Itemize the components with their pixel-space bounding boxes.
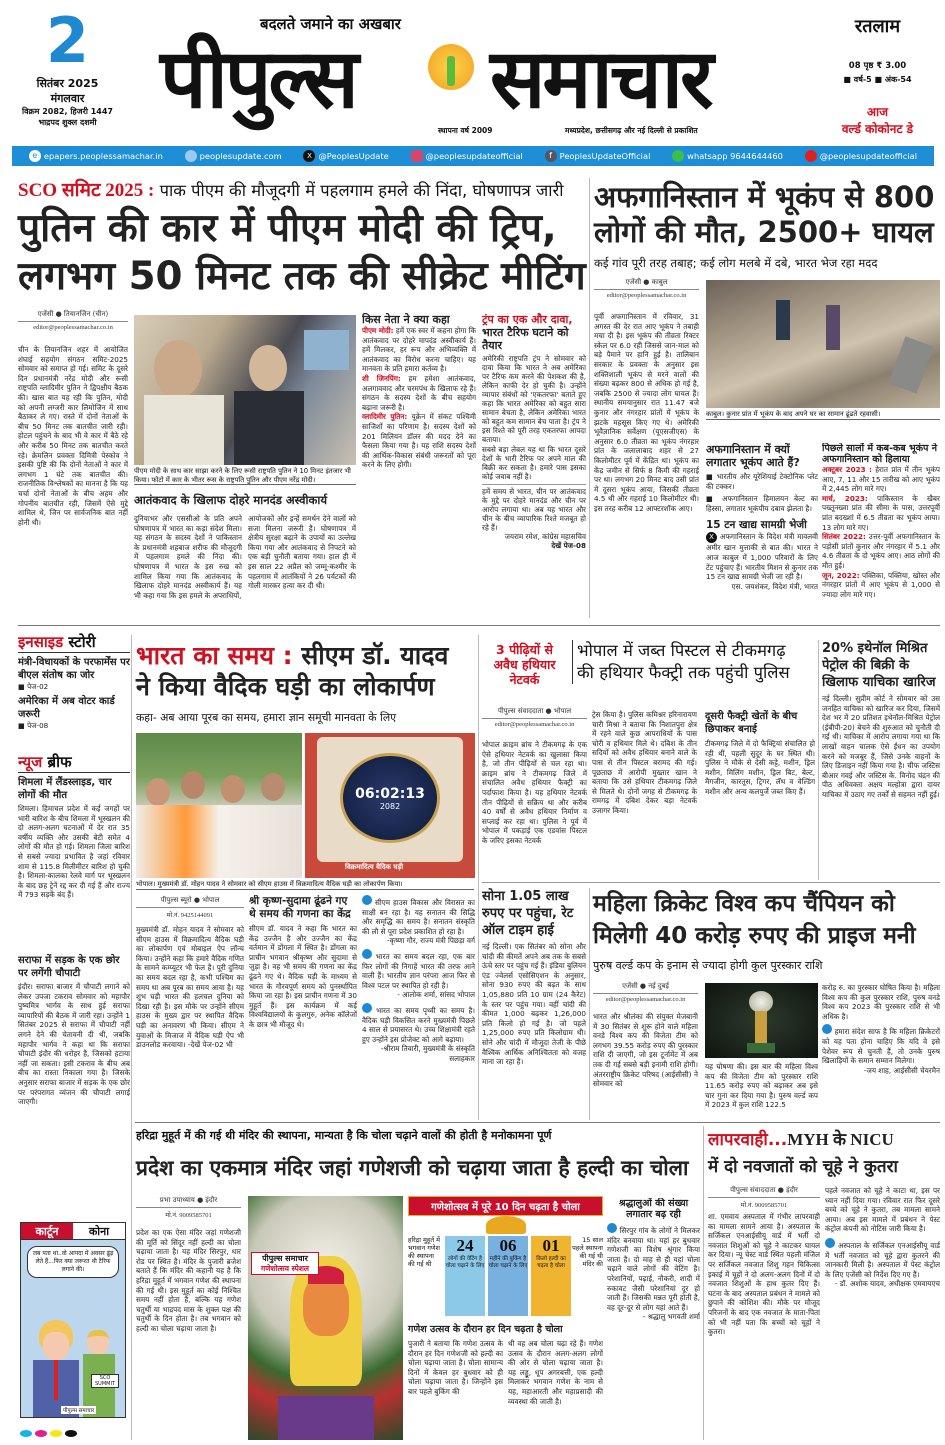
byline: एजेंसी ● काबुल bbox=[594, 278, 699, 290]
quote-text: सिरपुर गांव के लोगों ने मिलकर मंदिर बनवाया था। यहां हर बुधवार गणेशजी का विशेष श्रृंगार किया जाता है। दो माह से ही यहां चोला चढ़ाने वाले लोगों की वेटिंग है। परेशानियों, पढ़ाई, नौकरी, शादी में रुकावट जैसी परेशानियां दूर हो जाती हैं। जिसकी मन्नत पूरी होती है, वह दूर-दूर से लोग यहां आते हैं। bbox=[607, 1226, 700, 1312]
petrol-headline: 20% इथेनॉल मिश्रित पेट्रोल की बिक्री के खिलाफ याचिका खारिज bbox=[822, 641, 936, 690]
inside-title-text: स्टोरी bbox=[68, 633, 96, 651]
social-link[interactable] bbox=[411, 150, 523, 162]
leader-name: शी जिनपिंग: bbox=[362, 373, 401, 383]
badge-label: गणेशोत्सव स्पेशल bbox=[260, 1264, 310, 1273]
cartoon-sign: SCO SUMMIT bbox=[91, 1374, 119, 1388]
temple-subheading: गणेश उत्सव के दौरान हर दिन चढ़ता है चोला bbox=[408, 1324, 563, 1335]
x-icon: X bbox=[706, 532, 717, 543]
date-day: 2 bbox=[45, 4, 90, 77]
inside-item-page: ■ पेज-08 bbox=[18, 720, 49, 730]
kicker-text: पाक पीएम की मौजूदगी में पहलगाम हमले की निंदा, घोषणापत्र जारी bbox=[159, 181, 564, 200]
cartoon-title bbox=[20, 1222, 126, 1240]
temple-body-col2: पुजारी ने बताया कि गणेश उत्सव के दौरान हर दिन गणेशजी को हल्दी का चोला चढ़ाया जाता है। चोला सामान्य दिनों में केवल हर बुधवार को ही चोला चढ़ाया जाता है। जिन्होंने इस बार पहले बुकिंग की bbox=[408, 1339, 503, 1396]
vedic-byline-block bbox=[136, 896, 244, 919]
stat-card bbox=[531, 1236, 571, 1316]
bhopal-tag: 3 पीढ़ियों से अवैध हथियार नेटवर्क bbox=[493, 642, 556, 687]
myh-byline-block bbox=[708, 1186, 820, 1209]
byline: पीपुल्स संवाददाता ● इंदौर bbox=[708, 1186, 820, 1198]
quote bbox=[362, 895, 475, 936]
stat-number: 24 bbox=[456, 1236, 474, 1255]
trump-title-red: ट्रंप का एक और दावा, bbox=[482, 313, 573, 326]
quote-icon bbox=[362, 949, 372, 959]
byline: एजेंसी ● तियानजिन (चीन) bbox=[18, 310, 128, 322]
social-link[interactable] bbox=[185, 150, 282, 162]
stat-card bbox=[445, 1236, 485, 1316]
inside-item-page: ■ पेज-02 bbox=[18, 682, 49, 691]
stat-label: महीने की बुकिंग है चोला चढ़ाने के लिए bbox=[488, 1256, 528, 1269]
headline-line: महिला क्रिकेट विश्व कप चैंपियन को bbox=[593, 891, 895, 917]
inside-item[interactable] bbox=[18, 656, 130, 692]
history-item bbox=[822, 465, 940, 494]
quote-text: हमारा संदेश साफ है कि महिला क्रिकेटरों को यह पता होना चाहिए कि यदि वे इसे पेशेवर रूप से चुनती हैं, तो उनके पुरुष खिलाड़ियों के समान सम्मान मिलेगा। bbox=[822, 1027, 940, 1066]
social-bar bbox=[12, 146, 934, 166]
whatsapp-icon bbox=[672, 150, 684, 162]
history-text: पक्तिका, पक्तिया, खोस्त और नंगरहार प्रांतों में आए भूकंप से 1,000 से ज्यादा लोग मारे गए। bbox=[822, 570, 940, 599]
why-title: अफगानिस्तान में क्यों लगातार भूकंप आते हैं? bbox=[706, 443, 800, 469]
publication-regions: मध्यप्रदेश, छत्तीसगढ़ और नई दिल्ली से प्रकाशित bbox=[565, 126, 698, 135]
headline-line bbox=[136, 640, 474, 671]
afghan-body: पूर्वी अफगानिस्तान में रविवार, 31 अगस्त की देर रात आए भूकंप ने तबाही मचा दी है। इस भूकंप की तीव्रता रिक्टर स्केल पर 6.0 रही जिससे जान-माल को बड़े पैमाने पर हानि हुई है। तालिबान सरकार के प्रवक्ता के अनुसार इस शक्तिशाली भूकंप से मरने वालों की संख्या बढ़कर 800 से अधिक हो गई है, जबकि 2500 से ज्यादा लोग घायल हैं। स्थानीय समयानुसार रात 11.47 बजे कुनार और नंगरहार प्रांतों में भूकंप के झटके महसूस किए गए थे। अमेरिकी भूवैज्ञानिक सर्वेक्षण (यूएसजीएस) के अनुसार 6.0 तीव्रता का भूकंप नंगरहार प्रांत के जलालाबाद शहर से 27 किलोमीटर पूर्व में केंद्रित था। भूकंप का केंद्र जमीन से सिर्फ 8 किमी की गहराई पर था। लगभग 20 मिनट बाद उसी प्रांत में दूसरा भूकंप आया, जिसकी तीव्रता 4.5 थी और गहराई 10 किलोमीटर थी। इस तरह करीब 12 आफ्टरशॉक आए। bbox=[594, 312, 699, 513]
news-brief bbox=[18, 752, 130, 1214]
quote bbox=[362, 949, 475, 990]
petrol-story bbox=[822, 640, 940, 880]
vedic-col2 bbox=[249, 895, 357, 1118]
web-icon bbox=[185, 150, 197, 162]
cricket-col3 bbox=[822, 983, 940, 1118]
myh-body-col2: पहले नवजात को चूहे ने काटा था, इस पर ध्यान नहीं दिया गया। रविवार रात फिर दूसरे बच्चे को चूहे ने कुतरा, तब मामला सामने आया। अब इस मामले में प्रबंधन ने पेस्ट कंट्रोल कंपनी को नोटिस जारी किया है। bbox=[825, 1186, 940, 1234]
headline-line: लोगों की मौत, 2500+ घायल bbox=[594, 215, 934, 249]
clock-time: 06:02:13 bbox=[355, 786, 425, 802]
kicker-label: भारत का समय : bbox=[136, 641, 293, 670]
cartoon-credit: पीपुल्स समाचार bbox=[63, 1408, 95, 1414]
weekday: मंगलवार bbox=[50, 92, 85, 105]
headline-line: ने किया वैदिक घड़ी का लोकार्पण bbox=[136, 672, 435, 701]
temple-kicker: हरिद्रा मुहूर्त में की गई थी मंदिर की स्थापना, मान्यता है कि चोला चढ़ाने वालों की होती है मनोकामना पूर्ण bbox=[136, 1129, 552, 1142]
phone: मो.नं. 9009585701 bbox=[165, 1212, 212, 1219]
social-label: epapers.peoplessamachar.in bbox=[43, 151, 163, 161]
trump-title bbox=[482, 313, 586, 352]
quote-icon bbox=[822, 1024, 832, 1034]
bhopal-byline-block bbox=[482, 707, 587, 728]
aid-text-block bbox=[706, 532, 818, 581]
bhopal-headline bbox=[572, 640, 815, 684]
temple-byline-block bbox=[136, 1196, 241, 1219]
headline-text: MYH के NICU bbox=[787, 1130, 894, 1149]
email: editor@peoplessamachar.co.in bbox=[605, 996, 686, 1003]
continued-page: देखें पेज-08 bbox=[551, 541, 586, 550]
info-title: गणेशोत्सव में पूरे 10 दिन चढ़ता है चोला bbox=[408, 1196, 603, 1216]
trump-title-text: भारत टैरिफ घटाने को तैयार bbox=[482, 326, 569, 352]
gold-story bbox=[482, 888, 586, 1118]
sco-headline bbox=[18, 205, 586, 301]
bhopal-subheading: दूसरी फैक्ट्री खेतों के बीच छिपाकर बनाई bbox=[705, 711, 798, 735]
logo bbox=[160, 32, 800, 127]
bhopal-body-col3: टीकमगढ़ जिले में दो फैक्ट्रियां संचालित हो रही थीं, पहली सुदूर के घर स्थित थी। पुलिस ने मौके से देसी कट्टे, मशीन, ड्रिल मशीन, मिलिंग मशीन, ड्रिल बिट, बेल्ट, मैगजीन, कारतूस, ट्रिगर, लॅथ व वेल्डिंग मशीन और अन्य कलपुर्जे जब्त किए हैं। bbox=[705, 739, 815, 796]
photo-caption: भोपाल। मुख्यमंत्री डॉ. मोहन यादव ने सोमवार को सीएम हाउस में विक्रमादित्य वैदिक घड़ी का लोकार्पण किया। bbox=[136, 880, 474, 890]
petrol-body: नई दिल्ली। सुप्रीम कोर्ट ने सोमवार को उस जनहित याचिका को खारिज कर दिया, जिसमें देश भर में 20 प्रतिशत इथेनॉल-मिश्रित पेट्रोल (ईबीपी-20) बेचने की शुरुआत को चुनौती दी गई थी। याचिका में आरोप लगाया गया था कि लाखों वाहन चालक ऐसे ईंधन का उपयोग करने को मजबूर हैं, जिसे उनके वाहनों के लिए डिजाइन नहीं किया गया है। चीफ जस्टिस बीआर गवई और जस्टिस के. विनोद चंद्रन की पीठ अधिवक्ता अक्षय मल्होत्रा द्वारा दायर याचिका में उठाए गए तर्कों से सहमत नहीं हुई। bbox=[822, 694, 940, 799]
quote-author: - श्रद्धालु भगवती शर्मा bbox=[642, 1312, 700, 1322]
bhopal-body-col1: भोपाल क्राइम ब्रांच ने टीकमगढ़ के एक ऐसे हथियार नेटवर्क का खुलासा किया है, जो तीन पीढ़ियों से चल रहा था। क्राइम ब्रांच ने टीकमगढ़ जिले में संचालित अवैध हथियार फैक्ट्री का पर्दाफाश किया है। यह हथियार नेटवर्क तीन पीढ़ियों से सक्रिय था और करीब 40 वर्षों से अवैध हथियार निर्माण व सप्लाई कर रहा था। पुलिस ने पूर्व में भोपाल में पकड़ाई एक एडवांस पिस्टल के जरिए इसका नेटवर्क bbox=[482, 740, 587, 845]
pages-price: 08 पृष्ठ ₹ 3.00 bbox=[848, 61, 907, 71]
vedic-subheadline: कहा- अब आया पूरब का समय, हमारा ज्ञान समूची मानवता के लिए bbox=[136, 711, 397, 724]
leader-text: हमें एक स्वर में कहना होगा कि आतंकवाद पर दोहरे मापदंड अस्वीकार्य हैं। हमें मिलकर, हर रूप और अभिव्यक्ति में आतंकवाद का विरोध करना चाहिए। यह मानवता के प्रति हमारा कर्तव्य है। bbox=[362, 326, 476, 374]
brief-item-text: इंदौर। सराफा बाजार में चौपाटी लगाने को लेकर उपजा टकराव सोमवार को महापौर पुष्यमित्र भार्गव के साथ हुई सराफा व्यापारियों की बैठक में जारी रहा। उन्होंने 1 सितंबर 2025 से सराफा में चौपाटी नहीं लगने देने की चेतावनी दी थी, जबकि महापौर भार्गव ने कहा था कि सराफा चौपाटी इंदौर की धरोहर है, जिसको हटाया नहीं जा सकता। इसी टकराव के बीच अब बीच का रास्ता निकाला गया है। जिसके अनुसार सराफा बाजार में सड़क के एक छोर पर परंपरागत व्यंजन की चौपाटी लगाई जाएगी। bbox=[18, 982, 130, 1107]
aid-title: 15 टन खाद्य सामग्री भेजी bbox=[706, 519, 807, 532]
edition-block bbox=[820, 14, 935, 137]
quote-author: -जय शाह, आईसीसी चेयरमैन bbox=[863, 1065, 940, 1075]
aid-text: अफगानिस्तान के विदेश मंत्री मावलवी अमीर खान मुत्ताकी से बात की। भारत ने आज काबुल में 1,000 परिवारों के लिए टेंट पहुंचाए हैं। भारतीय मिशन से कुनार तक 15 टन खाद्य सामग्री भेजी जा रही है। bbox=[706, 532, 818, 582]
brief-item-title: शिमला में लैंडस्लाइड, चार लोगों की मौत bbox=[18, 777, 112, 801]
logo-text-right: समाचार bbox=[490, 32, 711, 127]
brief-item-text: शिमला। हिमाचल प्रदेश में कई जगहों पर भारी बारिश के बीच शिमला में भूस्खलन की दो अलग-अलग घटनाओं में देर रात 35 वर्षीय व्यक्ति और उसकी बेटी समेत 4 लोगों की मौत हो गई। शिमला जिला बारिश से सबसे ज्यादा प्रभावित है जहां रविवार शाम से 115.8 मिलीमीटर बारिश हो चुकी है। शिमला-कालका रेलवे मार्ग पर भूस्खलन के बाद छह ट्रेनें रद्द कर दी गई हैं और राज्य में 793 सड़कें बंद हैं। bbox=[18, 804, 130, 900]
social-label: @PeoplesUpdate bbox=[318, 151, 389, 161]
year-issue: ■ वर्ष-5 ■ अंक-54 bbox=[843, 75, 912, 84]
history-item bbox=[822, 494, 940, 532]
sco-subheading: आतंकवाद के खिलाफ दोहरे मानदंड अस्वीकार्य bbox=[134, 493, 327, 507]
quote bbox=[822, 1024, 940, 1065]
speech-bubble: जब पता था..वो आपदा में अवसर ढूंढ़ लेते हैं...फिर क्या जरूरत थी टैरिफ लगाने की। bbox=[27, 1246, 119, 1278]
stat-label: लोगों की वेटिंग है चोला चढ़ाने के लिए bbox=[445, 1256, 485, 1269]
social-link[interactable] bbox=[672, 150, 783, 162]
social-label: peoplesupdate.com bbox=[199, 151, 282, 161]
why-point: ■ अफगानिस्तान हिमालयन बेल्ट का हिस्सा, लगातार भूकंपीय दबाव झेलता है। bbox=[706, 494, 818, 513]
social-label: @peoplesupdateofficial bbox=[425, 151, 523, 161]
world-cup-trophy-photo bbox=[705, 983, 818, 1058]
vedic-body-col2: सीएम डॉ. यादव ने कहा कि भारत का केंद्र उज्जैन है और उज्जैन का केंद्र वर्तमान में डोंगला में स्थित है। डोंगला का प्राचीन भगवान श्रीकृष्ण और सुदामा से जुड़ा है। वह भी समय की गणना का केंद्र ढूंढने गए थे। वैदिक घड़ी के माध्यम से भारत के गौरवपूर्ण समय को पुनर्स्थापित किया जा रहा है। इस प्राचीन गणना में 30 मुहूर्त हैं। इस कार्यक्रम में कई विश्वविद्यालयों के कुलगुरु, अनेक कॉलेजों के छात्र भी मौजूद थे। bbox=[249, 924, 357, 1029]
photo-caption: काबुल। कुनार प्रांत में भूकंप के बाद अपने घर का सामान ढूंढते रहवासी। bbox=[706, 410, 940, 420]
aid-author: एस. जयशंकर, विदेश मंत्री, भारत bbox=[731, 581, 818, 591]
gold-body: नई दिल्ली। एक सितंबर को सोना और चांदी की कीमतें अपने अब तक के सबसे ऊंचे स्तर पर पहुंच गई हैं। इंडिया बुलियन एंड ज्वेलर्स एसोसिएशन के अनुसार, सोना 930 रुपए की बढ़त के साथ 1,05,880 प्रति 10 ग्राम (24 कैरेट) के स्तर पर पहुंच गया। वहीं चांदी की कीमत 1,000 बढ़कर 1,26,000 प्रति किलो हो गई है। जो पहले 1,25,000 रुपए प्रति किलोग्राम थी। सोने और चांदी में मौजूदा तेजी के पीछे वैश्विक आर्थिक अनिश्चितता को वजह माना जा रहा है। bbox=[482, 942, 586, 1067]
inside-item[interactable] bbox=[18, 695, 130, 731]
masthead bbox=[0, 0, 945, 145]
why-point: ■ भारतीय और यूरेशियाई टेक्टोनिक प्लेट की टक्कर। bbox=[706, 472, 818, 491]
globe-icon: e bbox=[29, 150, 41, 162]
x-icon: X bbox=[303, 150, 315, 162]
afghan-headline bbox=[594, 180, 939, 250]
social-label: whatsapp 9644644460 bbox=[687, 151, 783, 161]
email: editor@peoplessamachar.co.in bbox=[33, 324, 113, 331]
history-title: पिछले सालों में कब-कब भूकंप ने अफगानिस्तान को हिलाया bbox=[822, 443, 937, 465]
myh-headline bbox=[708, 1126, 940, 1181]
quote-author: - डॉ. अशोक यादव, अधीक्षक एमवायएच bbox=[834, 1279, 940, 1289]
brief-title-red: न्यूज bbox=[18, 753, 43, 771]
history-box bbox=[822, 443, 940, 619]
devotees-title: श्रद्धालुओं की संख्या लगातार बढ़ रही bbox=[618, 1198, 689, 1220]
info-right-text: 15 साल पहले स्थापना की गई थी मंदिर की bbox=[572, 1236, 603, 1268]
sco-body-col3: आयोजकों और इन्हें समर्थन देने वालों को सजा मिलना जरूरी है। घोषणापत्र में क्षेत्रीय सुरक्षा बढ़ाने के उपायों का उल्लेख किया गया और आतंकवाद से निपटने को एक बड़ी चुनौती बताया गया। हाल ही में इस साल 22 अप्रैल को जम्मू-कश्मीर के पहलगाम में आतंकियों ने 26 पर्यटकों की गोली मारकर हत्या कर दी थी। bbox=[248, 514, 356, 591]
inside-title-red: इनसाइड bbox=[18, 633, 64, 651]
phone: मो.नं. 9009585701 bbox=[740, 1202, 788, 1209]
headline-line bbox=[708, 1126, 940, 1154]
headline-line: पुतिन की कार में पीएम मोदी की ट्रिप, bbox=[18, 206, 557, 251]
inside-item-text: मंत्री-विधायकों के परफार्मेंस पर बीएल संतोष का जोर bbox=[18, 657, 130, 681]
quote-icon bbox=[362, 895, 372, 905]
cartoon-image bbox=[20, 1240, 126, 1418]
byline: पीपुल्स संवाददाता ● भोपाल bbox=[482, 707, 587, 719]
brief-item-title: सराफा में सड़क के एक छोर पर लगेंगी चौपाटी bbox=[18, 955, 120, 979]
trump-text: अमेरिकी राष्ट्रपति ट्रंप ने सोमवार को दावा किया कि भारत ने अब अमेरिका पर टैरिफ कम करने की पेशकश की है, लेकिन काफी देर हो चुकी है। उन्होंने व्यापार संबंधों को 'एकतरफा' बताते हुए कहा कि भारत अमेरिका को बहुत सारा सामान बेचता है, लेकिन अमेरिका भारत को बहुत कम सामान बेच पाता है। ट्रंप ने इस रिश्ते को पूरी तरह एकतरफा आपदा बताया। bbox=[482, 354, 586, 444]
cm-ceremony-photo bbox=[136, 733, 302, 878]
history-text: पाकिस्तान के खैबर पख्तूनख्वा प्रांत की सीमा के पास, उत्तरपूर्वी प्रांत बदख्शां में 6.5 तीव्रता का भूकंप आया। 13 लोग मारे गए। bbox=[822, 493, 940, 532]
info-left-text: हरिद्रा मुहूर्त में भगवान गणेश की स्थापना की गई थी bbox=[408, 1236, 440, 1268]
leader-quote bbox=[362, 374, 476, 412]
vedic-body-col1: मुख्यमंत्री डॉ. मोहन यादव ने सोमवार को सीएम हाउस में विक्रमादित्य वैदिक घड़ी का लोकार्पण एवं मोबाइल ऐप लॉन्च किया। उन्होंने कहा कि हमारे वैदिक गणित के सामने कम्प्यूटर भी फेल है। पूरी दुनिया का समय बदल रहा है, कभी पश्चिम का समय था अब पूरब का समय आया है। यह शुभ घड़ी भारत की हलचल दुनिया को दिखा रही है। इस मौके पर उन्होंने सीएम हाउस के मुख्य द्वार पर स्थापित वैदिक घड़ी का अनावरण भी किया। सीएम ने युवाओं के मिजाज में वैदिक घड़ी ऐप भी डाउनलोड करवाया। -देखें पेज-02 भी bbox=[136, 925, 244, 1050]
stat-number: 01 bbox=[542, 1236, 560, 1255]
history-text: हेरात प्रांत में तीन भूकंप आए, 7, 11 और 15 तारीख को आए भूकंप में 2,445 लोग मारे गए। bbox=[822, 465, 940, 494]
why-point-text: अफगानिस्तान हिमालयन बेल्ट का हिस्सा, लगातार भूकंपीय दबाव झेलता है। bbox=[706, 494, 818, 513]
registration-marks bbox=[20, 1430, 77, 1437]
temple-body: प्रदेश का एक ऐसा मंदिर जहां गणेशजी की मूर्ति को सिंदूर नहीं हल्दी का चोला चढ़ाया जाता है। यह मंदिर सिरपुर, धार रोड पर स्थित है। मंदिर के पुजारी ब्रजेश बताते हैं कि मंदिर की कहानी यह है कि हरिद्रा मुहूर्त में भगवान गणेश की स्थापना की गई थी। इस मुहूर्त का कोई निश्चित समय नहीं होता है, बल्कि यह गणेश चतुर्थी या भाद्रपद मास के शुक्ल पक्ष की चतुर्थी के दिन होता है। तब भगवान को हल्दी का चोला चढ़ाया जाता है। bbox=[136, 1228, 241, 1333]
headline-line: की हथियार फैक्ट्री तक पहुंची पुलिस bbox=[577, 663, 790, 682]
afghan-subheadline: कई गांव पूरी तरह तबाह; कई लोग मलबे में दबे, भारत भेज रहा मदद bbox=[594, 256, 878, 270]
quote-text: सीएम हाउस विकास और विरासत का साक्षी बन रहा है। यह सनातन की सिद्धि और समृद्धि का समय है। सनातन संस्कृति की लौ से पूरा प्रदेश प्रकाशित हो रहा है। bbox=[362, 898, 475, 936]
kicker-label: लापरवाही... bbox=[708, 1130, 788, 1150]
inside-story bbox=[18, 632, 130, 748]
date-month-year: सितंबर 2025 bbox=[36, 77, 99, 90]
quote-icon bbox=[362, 1003, 372, 1013]
vikram-samvat: विक्रम 2082, हिजरी 1447 bbox=[22, 107, 113, 116]
instagram-icon bbox=[411, 150, 423, 162]
social-link[interactable] bbox=[29, 150, 163, 162]
trump-text-continued: सबसे बड़ा लेबल यह था कि भारत दूसरे देशों के भारी टैरिफ पर अपने माल की बिक्री कर सकता है। हमारे पास इसका कोई जवाब नहीं है। bbox=[482, 445, 586, 481]
leaders-box bbox=[362, 313, 476, 613]
byline: प्रभा उपाध्याय ● इंदौर bbox=[136, 1196, 241, 1208]
stat-card bbox=[488, 1236, 528, 1316]
history-item bbox=[822, 571, 940, 600]
history-text: उत्तर-पूर्वी अफगानिस्तान के पड़ोसी प्रांतों कुनार और नंगरहार में 5.1 और 4.6 तीव्रता के दो भूकंप आए। आठ लोगों की मौत हुई। bbox=[822, 532, 940, 570]
quote-text: अस्पताल के सर्जिकल एनआईसीयू वार्ड में भर्ती नवजात को चूहे द्वारा कुतरने की जानकारी मिली है। अस्पताल में पेस्ट कंट्रोल के लिए एजेंसी को निर्देश दिए गए हैं। bbox=[825, 1240, 940, 1279]
quote-icon bbox=[607, 1223, 617, 1233]
youtube-icon bbox=[805, 150, 817, 162]
quote bbox=[607, 1223, 700, 1312]
today-label: आज bbox=[866, 105, 889, 119]
founded-year: स्थापना वर्ष 2009 bbox=[438, 126, 493, 135]
earthquake-rubble-photo bbox=[706, 280, 940, 408]
myh-body-col1: शा. एमवाय अस्पताल में गंभीर लापरवाही का मामला सामने आया है। अस्पताल के सर्जिकल एनआईसीयू वार्ड में भर्ती दो नवजात शिशुओं को चूहे ने काटकर घायल कर दिया। न्यू चेस्ट वार्ड स्थित पहली मंजिल पर सर्जिकल नवजात शिशु गहन चिकित्सा इकाई में चूहों ने दो अलग-अलग दिनों में दो नवजात शिशुओं के हाथ कुतर दिए हैं। घटना के बाद अस्पताल प्रबंधन ने मामले को छुपाने की कोशिश की। मौके पर मौजूद परिजनों के बाद एक नवजात के माता-पिता को भी नहीं पता कि बच्चों को चूहों ने कुतरा। bbox=[708, 1212, 820, 1337]
brief-title bbox=[18, 752, 130, 773]
headline-line: लगभग 50 मिनट तक की सीक्रेट मीटिंग bbox=[18, 254, 586, 299]
cartoon-title-text: कोना bbox=[88, 1225, 110, 1238]
today-observance: वर्ल्ड कोकोनट डे bbox=[841, 122, 914, 136]
cricket-byline-block bbox=[593, 982, 698, 1003]
history-item bbox=[822, 532, 940, 570]
temple-headline: प्रदेश का एकमात्र मंदिर जहां गणेशजी को चढ़ाया जाता है हल्दी का चोला bbox=[136, 1156, 689, 1180]
vedic-clock-photo bbox=[305, 733, 475, 878]
leader-name: पीएम मोदी: bbox=[362, 326, 394, 335]
inside-title bbox=[18, 632, 130, 653]
quote-author: -श्रीराम तिवारी, मुख्यमंत्री के संस्कृति सलाहकार bbox=[380, 1044, 475, 1063]
trump-quote: हमें समय से भारत, चीन पर आतंकवाद के मुद्दे पर दोहरे मानदंड और चीन पर आरोप लगाया था। अब यह भारत और चीन के बीच व्यापारिक रिश्ते मजबूत हो रहे हैं। bbox=[482, 484, 586, 532]
clock-label: विक्रमादित्य वैदिक घड़ी bbox=[345, 863, 404, 871]
phone: मो.नं. 9425144091 bbox=[166, 912, 214, 919]
cricket-body-col3: करोड़ रु. का पुरस्कार घोषित किया है। महिला विश्व कप की कुल पुरस्कार राशि, पुरुष वनडे विश्व कप 2023 की पुरस्कार राशि से भी अधिक है। bbox=[822, 983, 940, 1021]
leader-text: हम हमेशा आतंकवाद, अलगाववाद और चरमपंथ के खिलाफ रहे हैं। संगठन के सदस्य देशों के बीच सहयोग बढ़ाना जरूरी है। bbox=[362, 373, 476, 412]
quote-author: -कृष्णा गौर, राज्य मंत्री पिछड़ा वर्ग bbox=[387, 936, 475, 946]
temple-body-col3: थी वह अब चोला चढ़ा रहे हैं। गणेश उत्सव के दौरान अलग-अलग लोगों की ओर से चोला चढ़ाया जाता है। यह लड्डू, धूप अगरबत्ती, एक हल्दी मिलाकर भगवान गणेश के नाम से यह, महाआरती और महाप्रसादी की व्यवस्था की जाती है। bbox=[508, 1339, 603, 1406]
social-label: @peoplesupdateofficial bbox=[819, 151, 918, 161]
photo-caption: पीएम मोदी के साथ कार साझा करने के लिए रूसी राष्ट्रपति पुतिन ने 10 मिनट इंतजार भी किया। फोटो में कार के भीतर रूस के राष्ट्रपति पुतिन और पीएम नरेंद्र मोदी। bbox=[134, 467, 356, 485]
devotees-box bbox=[607, 1198, 700, 1438]
quote-icon bbox=[825, 1238, 835, 1248]
bhopal-body-col2: ट्रेस किया है। पुलिस कमिश्नर हरिनारायण चारी मिश्रा ने बताया कि निशातपुरा क्षेत्र में रहने वाले कुछ आपराधियों के पास चोरी व हथियार मिले थे। दबिश के तीन सदियों को अवैध हथियार बनाने वाले के पास से तीन पिस्टल बरामद की गई। पूछताछ में आरोपी मुख्तार खान ने बताया कि उसे हथियार टीकमगढ़ जिले से मिलते थे। दोनों जगह से टीकमगढ़ के रामगढ़ में दबिश देकर बड़ा नेटवर्क उजागर किया। bbox=[592, 710, 697, 815]
quote-text: भारत का समय बदल रहा, एक बार फिर लोगों की निगाहें भारत की तरफ आने वाली हैं। भारतीय ज्ञान परंपरा आज फिर से विश्व पटल पर स्थापित हो रही है। bbox=[362, 951, 475, 990]
badge-brand: पीपुल्स समाचार bbox=[262, 1254, 308, 1263]
quote-text: भारत का समय पृथ्वी का समय है। वैदिक घड़ी विकसित करने मुख्यमंत्री पिछले 4 साल से प्रयासरत थे। उच्च शिक्षामंत्री रहते हुए उन्होंने इस प्रोजेक्ट को आगे बढ़ाया। bbox=[362, 1005, 475, 1044]
email: editor@peoplessamachar.co.in bbox=[606, 292, 687, 299]
sco-body-col1: चीन के तियानजिन शहर में आयोजित शंघाई सहयोग संगठन समिट-2025 सोमवार को समाप्त हो गई। समिट के दूसरे दिन प्रधानमंत्री नरेंद्र मोदी और रूसी राष्ट्रपति व्लादिमीर पुतिन ने द्विपक्षीय बैठक की। खास बात यह रही कि पुतिन, मोदी को अपनी लग्जरी कार लिमोजिन में साथ बैठाकर ले गए। रास्ते में दोनों नेताओं के बीच 50 मिनट तक बातचीत जारी रही। होटल पहुंचने के बाद भी वे कार में बैठे रहे और करीब 50 मिनट तक बातचीत करते रहे। क्रेमलिन प्रवक्ता दिमित्री पेस्कोव ने इसकी पुष्टि की कि दोनों नेताओं ने कार में लगभग 1 घंटे तक बातचीत की। राजनीतिक विश्लेषकों का मानना है कि यह चर्चा दोनों नेताओं के बीच अहम और गोपनीय बातचीत रही, जिसमें ऐसे मुद्दे शामिल थे, जिन पर सार्वजनिक बात नहीं होनी थी। bbox=[18, 345, 128, 527]
ganesh-idol-photo bbox=[248, 1196, 403, 1440]
headline-text: सीएम डॉ. यादव bbox=[301, 641, 449, 670]
sco-byline-block bbox=[18, 310, 128, 331]
logo-pen-emblem bbox=[428, 44, 474, 90]
cricket-headline bbox=[593, 888, 940, 952]
gold-headline: सोना 1.05 लाख रुपए पर पहुंचा, रेट ऑल टाइम हाई bbox=[482, 889, 574, 938]
inside-item-text: अमेरिका में अब वोटर कार्ड जरूरी bbox=[18, 695, 115, 720]
leader-quote bbox=[362, 412, 476, 470]
myh-col2 bbox=[825, 1186, 940, 1438]
leaders-title: किस नेता ने क्या कहा bbox=[362, 313, 450, 326]
social-link[interactable] bbox=[805, 150, 917, 162]
vedic-quotes bbox=[362, 895, 475, 1118]
cricket-body-col2: यह घोषणा की। इस बार की महिला विश्व कप की विजेता टीम को पुरस्कार राशि 11.65 करोड़ रुपए को बढ़ाकर अब इसे चार गुना कर दिया गया है। पुरुष वर्ल्ड कप में 2023 में कुल राशि 122.5 bbox=[705, 1062, 818, 1110]
clock-year: 2082 bbox=[379, 802, 401, 811]
leader-quote bbox=[362, 326, 476, 374]
quote-author: - आलोक शर्मा, सांसद भोपाल bbox=[397, 990, 475, 1000]
quote bbox=[825, 1238, 940, 1279]
brief-title-text: ब्रीफ bbox=[47, 753, 72, 771]
ganeshotsav-badge bbox=[251, 1252, 319, 1275]
stat-number: 06 bbox=[499, 1236, 517, 1255]
why-point-text: भारतीय और यूरेशियाई टेक्टोनिक प्लेट की टक्कर। bbox=[706, 472, 818, 491]
afghan-byline-block bbox=[594, 278, 699, 299]
byline: पीपुल्स ब्यूरो ● भोपाल bbox=[136, 896, 244, 908]
history-date: जून, 2022: bbox=[822, 570, 860, 580]
byline: एजेंसी ● नई दुबई bbox=[593, 982, 698, 994]
email: editor@peoplessamachar.co.in bbox=[494, 721, 575, 728]
kicker-label: SCO समिट 2025 : bbox=[18, 180, 155, 201]
tagline: बदलते जमाने का अखबार bbox=[260, 15, 401, 33]
leader-name: व्लादिमीर पुतिन: bbox=[362, 412, 408, 422]
headline-line: मिलेगी 40 करोड़ रुपए की प्राइज मनी bbox=[593, 923, 916, 949]
vedic-headline bbox=[136, 640, 474, 702]
date-block bbox=[10, 4, 125, 128]
tithi: भाद्रपद शुक्ल दशमी bbox=[38, 118, 97, 127]
modi-putin-car-photo bbox=[134, 315, 356, 465]
facebook-icon: f bbox=[545, 150, 557, 162]
cricket-body-col1: भारत और श्रीलंका की संयुक्त मेजबानी में 30 सितंबर से शुरू होने वाले महिला वनडे विश्व कप की विजेता टीम को लगभग 39.55 करोड़ रुपए की पुरस्कार राशि दी जाएगी, जो इस टूर्नामेंट में अब तक दी गई सबसे बड़ी इनामी राशि होगी। अंतरराष्ट्रीय क्रिकेट परिषद (आईसीसी) ने सोमवार को bbox=[593, 1012, 698, 1089]
bhopal-col3 bbox=[705, 710, 815, 880]
headline-line: अफगानिस्तान में भूकंप से 800 bbox=[594, 180, 935, 214]
stat-label: किलो हल्दी का चढ़ता है चोला bbox=[536, 1256, 566, 1269]
social-label: PeoplesUpdateOfficial bbox=[559, 151, 651, 161]
vedic-subheading: श्री कृष्ण-सुदामा ढूंढने गए थे समय की गणना का केंद्र bbox=[249, 895, 351, 920]
social-link[interactable] bbox=[545, 150, 651, 162]
sco-kicker bbox=[18, 176, 586, 202]
cricket-subheadline: पुरुष वर्ल्ड कप के इनाम से ज्यादा होगी कुल पुरस्कार राशि bbox=[593, 959, 823, 972]
chola-infographic bbox=[408, 1196, 603, 1320]
social-link[interactable] bbox=[303, 150, 388, 162]
leader-text: यूक्रेन में संकट पश्चिमी साजिशों का परिणाम है। सदस्य देशों को 201 मिलियन डॉलर की मदद देने का फैसला किया गया है। यह राशि सदस्य देशों की आर्थिक-विकास संबंधी जरूरतों को पूरा करने के लिए होगी। bbox=[362, 412, 476, 470]
history-date: सितंबर 2022: bbox=[822, 532, 866, 542]
history-date: मार्च, 2023: bbox=[822, 493, 868, 503]
sco-body-col2: दुनियाभर और एससीओ के प्रति अपने घोषणापत्र में भारत का कड़ा संदेश मिला। यह संगठन के सदस्य देशों ने पाकिस्तान के प्रधानमंत्री शहबाज शरीफ की मौजूदगी में पहलगाम हमले की निंदा की। घोषणापत्र में भारत के इस रुख को शामिल किया गया कि आतंकवाद के खिलाफ दोहरे मानदंड अस्वीकार्य हैं। यह भी कहा गया कि इस हमले के अपराधियों, bbox=[134, 514, 242, 600]
quote-author: जयराम रमेश, कांग्रेस महासचिव bbox=[504, 532, 586, 541]
trump-box bbox=[482, 313, 586, 617]
logo-text-left: पीपुल्स bbox=[160, 32, 356, 127]
headline-line: में दो नवजातों को चूहे ने कुतरा bbox=[708, 1157, 898, 1177]
headline-line: भोपाल में जब्त पिस्टल से टीकमगढ़ bbox=[577, 641, 786, 660]
why-box bbox=[706, 443, 818, 621]
quote bbox=[362, 1003, 475, 1044]
cartoon-title-red: कार्टून bbox=[21, 1223, 73, 1239]
history-date: अक्टूबर 2023 : bbox=[822, 465, 872, 474]
edition-city: रतलाम bbox=[854, 16, 901, 37]
cartoon-corner bbox=[20, 1222, 126, 1420]
